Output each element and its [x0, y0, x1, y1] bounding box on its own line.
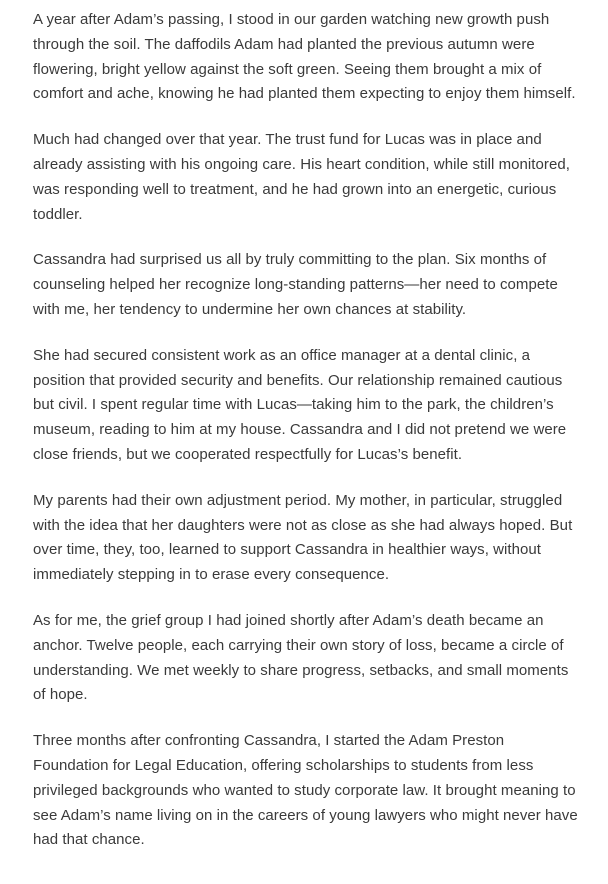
paragraph-2: Much had changed over that year. The trust fund for Lucas was in place and already assisting with his ongoing care. His heart condition, while still monitored, was responding well to treatment, and he had grown into an energetic, curious toddler.: [33, 131, 570, 223]
paragraph-5: My parents had their own adjustment period. My mother, in particular, struggled with the idea that her daughters were not as close as she had always hoped. But over time, they, too, learned to support Cassandra in healthier ways, without immediately stepping in to erase every consequence.: [33, 491, 573, 584]
paragraph-1: A year after Adam’s passing, I stood in our garden watching new growth push through the soil. The daffodils Adam had planted the previous autumn were flowering, bright yellow against the soft green. Seeing them brought a mix of comfort and ache, knowing he had planted them expecting to enjoy them himself.: [33, 11, 576, 103]
paragraph-4: She had secured consistent work as an office manager at a dental clinic, a position that provided security and benefits. Our relationship remained cautious but civil. I spent regular time with Lucas—taking him to the park, the children’s museum, reading to him at my house. Cassandra and I did not pretend we were close friends, but we cooperated respectfully for Lucas’s benefit.: [33, 346, 567, 463]
paragraph-7: Three months after confronting Cassandra, I started the Adam Preston Foundation for Legal Education, offering scholarships to students from less privileged backgrounds who wanted to study corporate law. It brought meaning to see Adam’s name living on in the careers of young lawyers who might never have had that chance.: [33, 732, 578, 849]
article-body: [33, 8, 578, 853]
paragraph-3: Cassandra had surprised us all by truly committing to the plan. Six months of counseling helped her recognize long-standing patterns—her need to compete with me, her tendency to undermine her own chances at stability.: [33, 251, 558, 318]
paragraph-6: As for me, the grief group I had joined shortly after Adam’s death became an anchor. Twelve people, each carrying their own story of loss, became a circle of understanding. We met weekly to share progress, setbacks, and small moments of hope.: [33, 611, 569, 704]
